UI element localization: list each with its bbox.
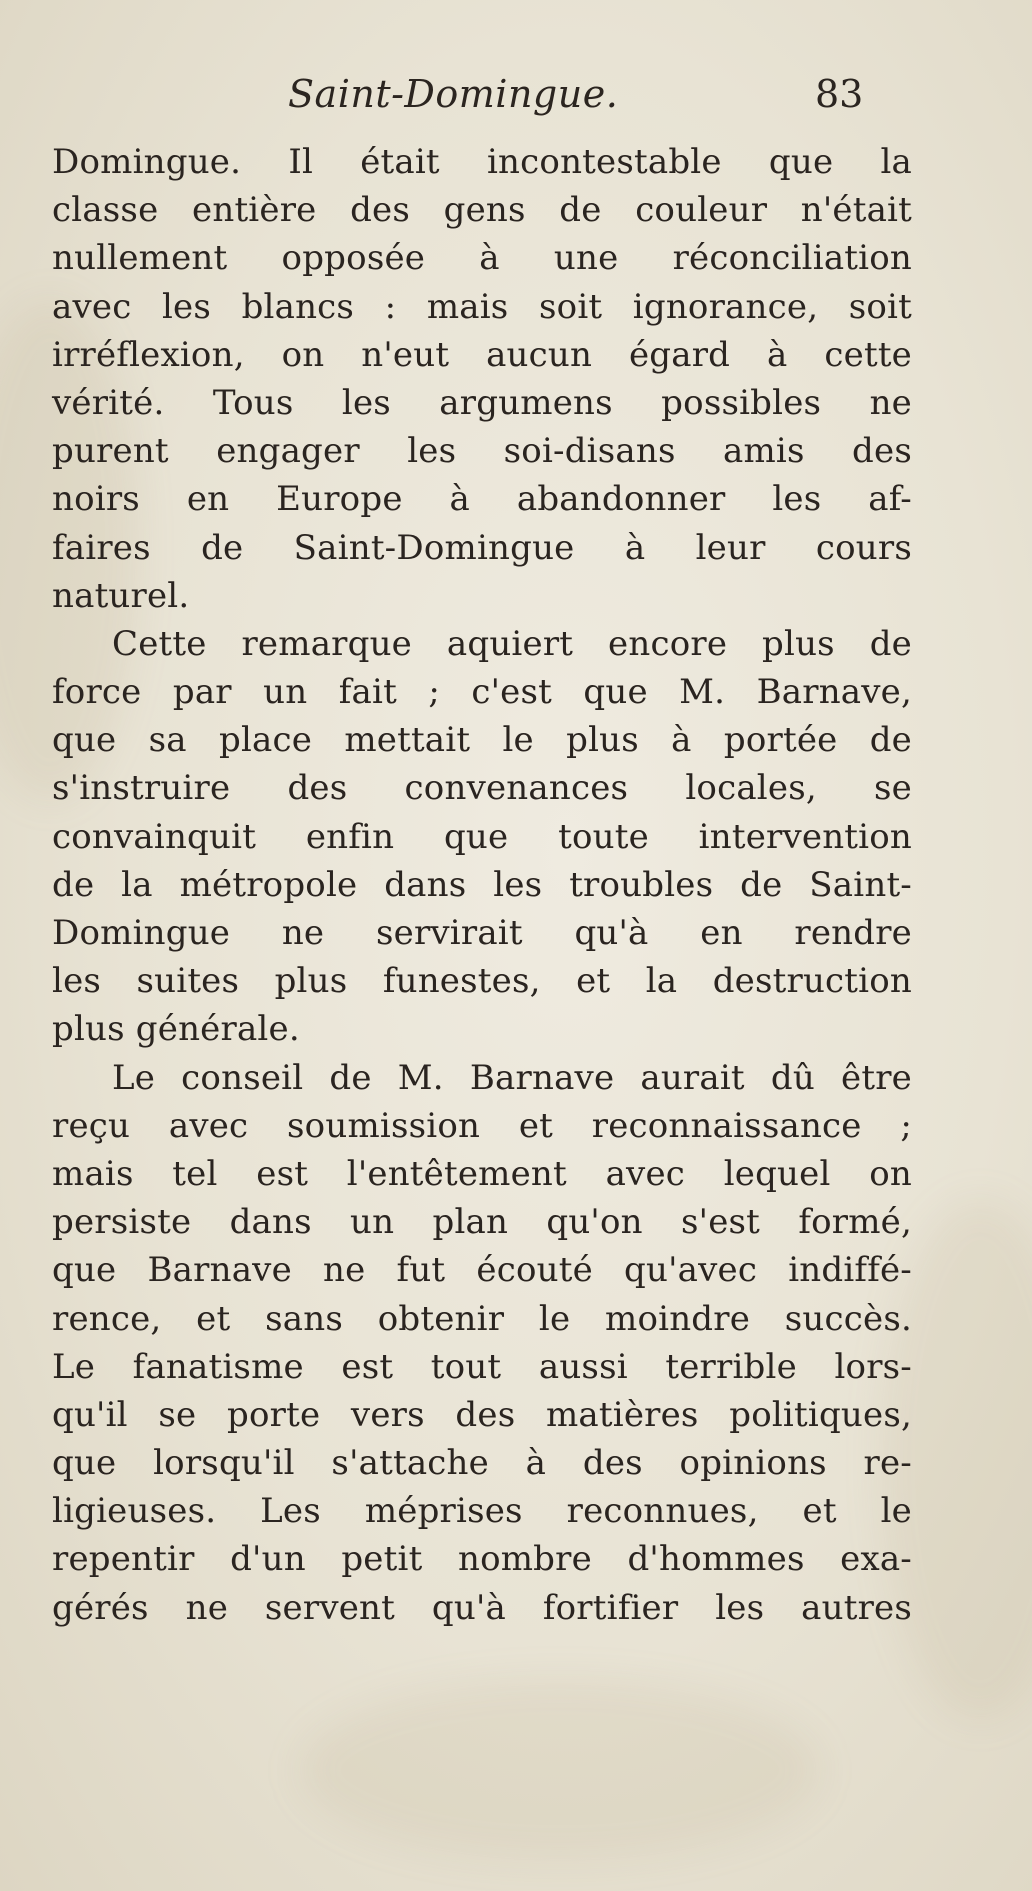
text-line: Domingue ne servirait qu'à en rendre	[52, 913, 912, 953]
text-line: vérité. Tous les argumens possibles ne	[52, 382, 912, 423]
text-line: de la métropole dans les troubles de Saint-	[52, 864, 912, 905]
text-line: reçu avec soumission et reconnaissance ;	[52, 1105, 912, 1146]
page-header	[0, 72, 1032, 132]
text-line: mais tel est l'entêtement avec lequel on	[52, 1153, 912, 1194]
text-line: Le conseil de M. Barnave aurait dû être	[112, 1057, 912, 1098]
text-line: nullement opposée à une réconciliation	[52, 238, 912, 279]
text-line: convainquit enfin que toute intervention	[52, 816, 912, 857]
text-line: qu'il se porte vers des matières politiques,	[52, 1394, 912, 1435]
text-line: que lorsqu'il s'attache à des opinions re-	[52, 1443, 912, 1484]
text-line: avec les blancs : mais soit ignorance, soit	[52, 286, 912, 327]
paper-stain	[300, 1680, 820, 1860]
page-number: 83	[815, 72, 864, 116]
text-line: faires de Saint-Domingue à leur cours	[52, 527, 912, 568]
text-line: naturel.	[52, 575, 190, 616]
text-line: irréflexion, on n'eut aucun égard à cette	[52, 334, 912, 375]
text-line: s'instruire des convenances locales, se	[52, 768, 912, 809]
running-title: Saint-Domingue.	[288, 72, 619, 116]
text-line: rence, et sans obtenir le moindre succès.	[52, 1298, 912, 1339]
text-line: gérés ne servent qu'à fortifier les autres	[52, 1587, 912, 1628]
text-line: Le fanatisme est tout aussi terrible lors-	[52, 1346, 912, 1387]
text-line: Cette remarque aquiert encore plus de	[112, 623, 912, 664]
text-line: que sa place mettait le plus à portée de	[52, 720, 912, 761]
text-line: repentir d'un petit nombre d'hommes exa-	[52, 1539, 912, 1580]
body-text	[52, 138, 912, 1632]
text-line: ligieuses. Les méprises reconnues, et le	[52, 1491, 912, 1532]
text-line: noirs en Europe à abandonner les af-	[52, 479, 912, 520]
text-line: force par un fait ; c'est que M. Barnave,	[52, 672, 912, 713]
text-line: que Barnave ne fut écouté qu'avec indiffé-	[52, 1250, 912, 1291]
text-line: Domingue. Il était incontestable que la	[52, 142, 912, 182]
text-line: purent engager les soi-disans amis des	[52, 431, 912, 472]
text-line: les suites plus funestes, et la destruction	[52, 961, 912, 1002]
text-line: plus générale.	[52, 1009, 300, 1050]
text-line: persiste dans un plan qu'on s'est formé,	[52, 1202, 912, 1243]
text-line: classe entière des gens de couleur n'était	[52, 190, 912, 231]
